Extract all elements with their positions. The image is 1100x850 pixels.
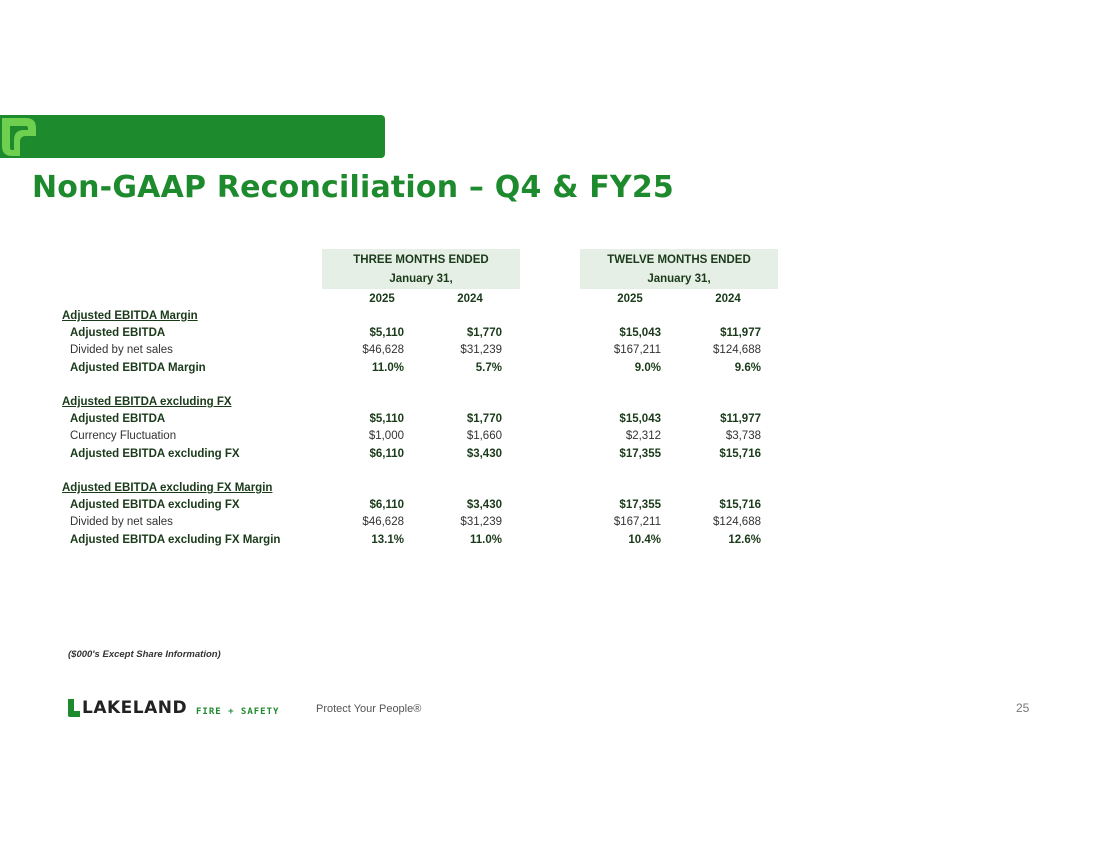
cell-value: $31,239 xyxy=(460,344,502,357)
row-label: Adjusted EBITDA xyxy=(70,413,166,426)
three-months-header xyxy=(322,249,520,289)
cell-value: $5,110 xyxy=(369,327,404,340)
cell-value: 11.0% xyxy=(372,361,404,374)
table-row xyxy=(0,430,1100,447)
cell-value: $3,430 xyxy=(466,499,502,512)
table-row xyxy=(0,362,1100,379)
cell-value: $1,770 xyxy=(466,327,502,340)
cell-value: $124,688 xyxy=(713,516,761,529)
row-label: Adjusted EBITDA excluding FX xyxy=(70,447,240,460)
row-label: Adjusted EBITDA Margin xyxy=(70,361,206,374)
cell-value: $2,312 xyxy=(625,430,661,443)
cell-value: $15,716 xyxy=(719,447,761,460)
year-header: 2024 xyxy=(457,293,483,305)
cell-value: 12.6% xyxy=(728,533,761,546)
brand-subtitle: FIRE + SAFETY xyxy=(196,707,280,717)
row-label: Adjusted EBITDA excluding FX xyxy=(62,396,232,408)
year-header: 2025 xyxy=(617,293,643,305)
section-heading xyxy=(0,310,1100,327)
table-row xyxy=(0,448,1100,465)
table-row xyxy=(0,499,1100,516)
cell-value: $124,688 xyxy=(713,344,761,357)
cell-value: 13.1% xyxy=(371,533,404,546)
table-row xyxy=(0,327,1100,344)
leaf-logo-icon xyxy=(0,116,38,158)
row-label: Adjusted EBITDA excluding FX xyxy=(70,499,240,512)
year-header: 2025 xyxy=(369,293,395,305)
cell-value: $167,211 xyxy=(613,516,661,529)
row-label: Adjusted EBITDA xyxy=(70,327,166,340)
period-label: TWELVE MONTHS ENDED xyxy=(607,254,751,266)
cell-value: $3,738 xyxy=(725,430,761,443)
period-date: January 31, xyxy=(647,273,711,285)
cell-value: $5,110 xyxy=(369,413,404,426)
cell-value: $1,660 xyxy=(466,430,502,443)
row-label: Adjusted EBITDA Margin xyxy=(62,310,198,322)
cell-value: $46,628 xyxy=(362,344,404,357)
table-row xyxy=(0,516,1100,533)
cell-value: 10.4% xyxy=(628,533,661,546)
cell-value: 9.6% xyxy=(734,361,761,374)
cell-value: 11.0% xyxy=(470,533,502,546)
cell-value: $11,977 xyxy=(720,413,761,426)
row-label: Adjusted EBITDA excluding FX Margin xyxy=(62,482,273,494)
brand-name: LAKELAND xyxy=(82,698,188,718)
cell-value: $3,430 xyxy=(466,447,502,460)
section-heading xyxy=(0,396,1100,413)
cell-value: 5.7% xyxy=(475,361,502,374)
cell-value: $1,000 xyxy=(368,430,404,443)
cell-value: $17,355 xyxy=(619,499,661,512)
cell-value: 9.0% xyxy=(634,361,661,374)
page-title: Non-GAAP Reconciliation – Q4 & FY25 xyxy=(32,170,674,205)
title-accent-bar xyxy=(0,115,385,158)
section-heading xyxy=(0,482,1100,499)
row-label: Divided by net sales xyxy=(70,344,173,357)
year-header: 2024 xyxy=(715,293,741,305)
cell-value: $17,355 xyxy=(619,447,661,460)
row-label: Divided by net sales xyxy=(70,516,173,529)
period-label: THREE MONTHS ENDED xyxy=(353,254,489,266)
cell-value: $6,110 xyxy=(369,447,404,460)
cell-value: $167,211 xyxy=(613,344,661,357)
twelve-months-header xyxy=(580,249,778,289)
tagline: Protect Your People® xyxy=(316,703,422,715)
cell-value: $6,110 xyxy=(369,499,404,512)
cell-value: $15,043 xyxy=(619,413,661,426)
table-row xyxy=(0,344,1100,361)
table-row xyxy=(0,413,1100,430)
row-label: Currency Fluctuation xyxy=(70,430,177,443)
units-footnote: ($000's Except Share Information) xyxy=(68,649,221,660)
cell-value: $15,043 xyxy=(619,327,661,340)
period-date: January 31, xyxy=(389,273,453,285)
cell-value: $31,239 xyxy=(460,516,502,529)
page-number: 25 xyxy=(1016,701,1030,715)
table-row xyxy=(0,534,1100,551)
cell-value: $1,770 xyxy=(466,413,502,426)
row-label: Adjusted EBITDA excluding FX Margin xyxy=(70,533,281,546)
cell-value: $11,977 xyxy=(720,327,761,340)
cell-value: $15,716 xyxy=(719,499,761,512)
cell-value: $46,628 xyxy=(362,516,404,529)
lakeland-mark-icon xyxy=(68,699,80,717)
